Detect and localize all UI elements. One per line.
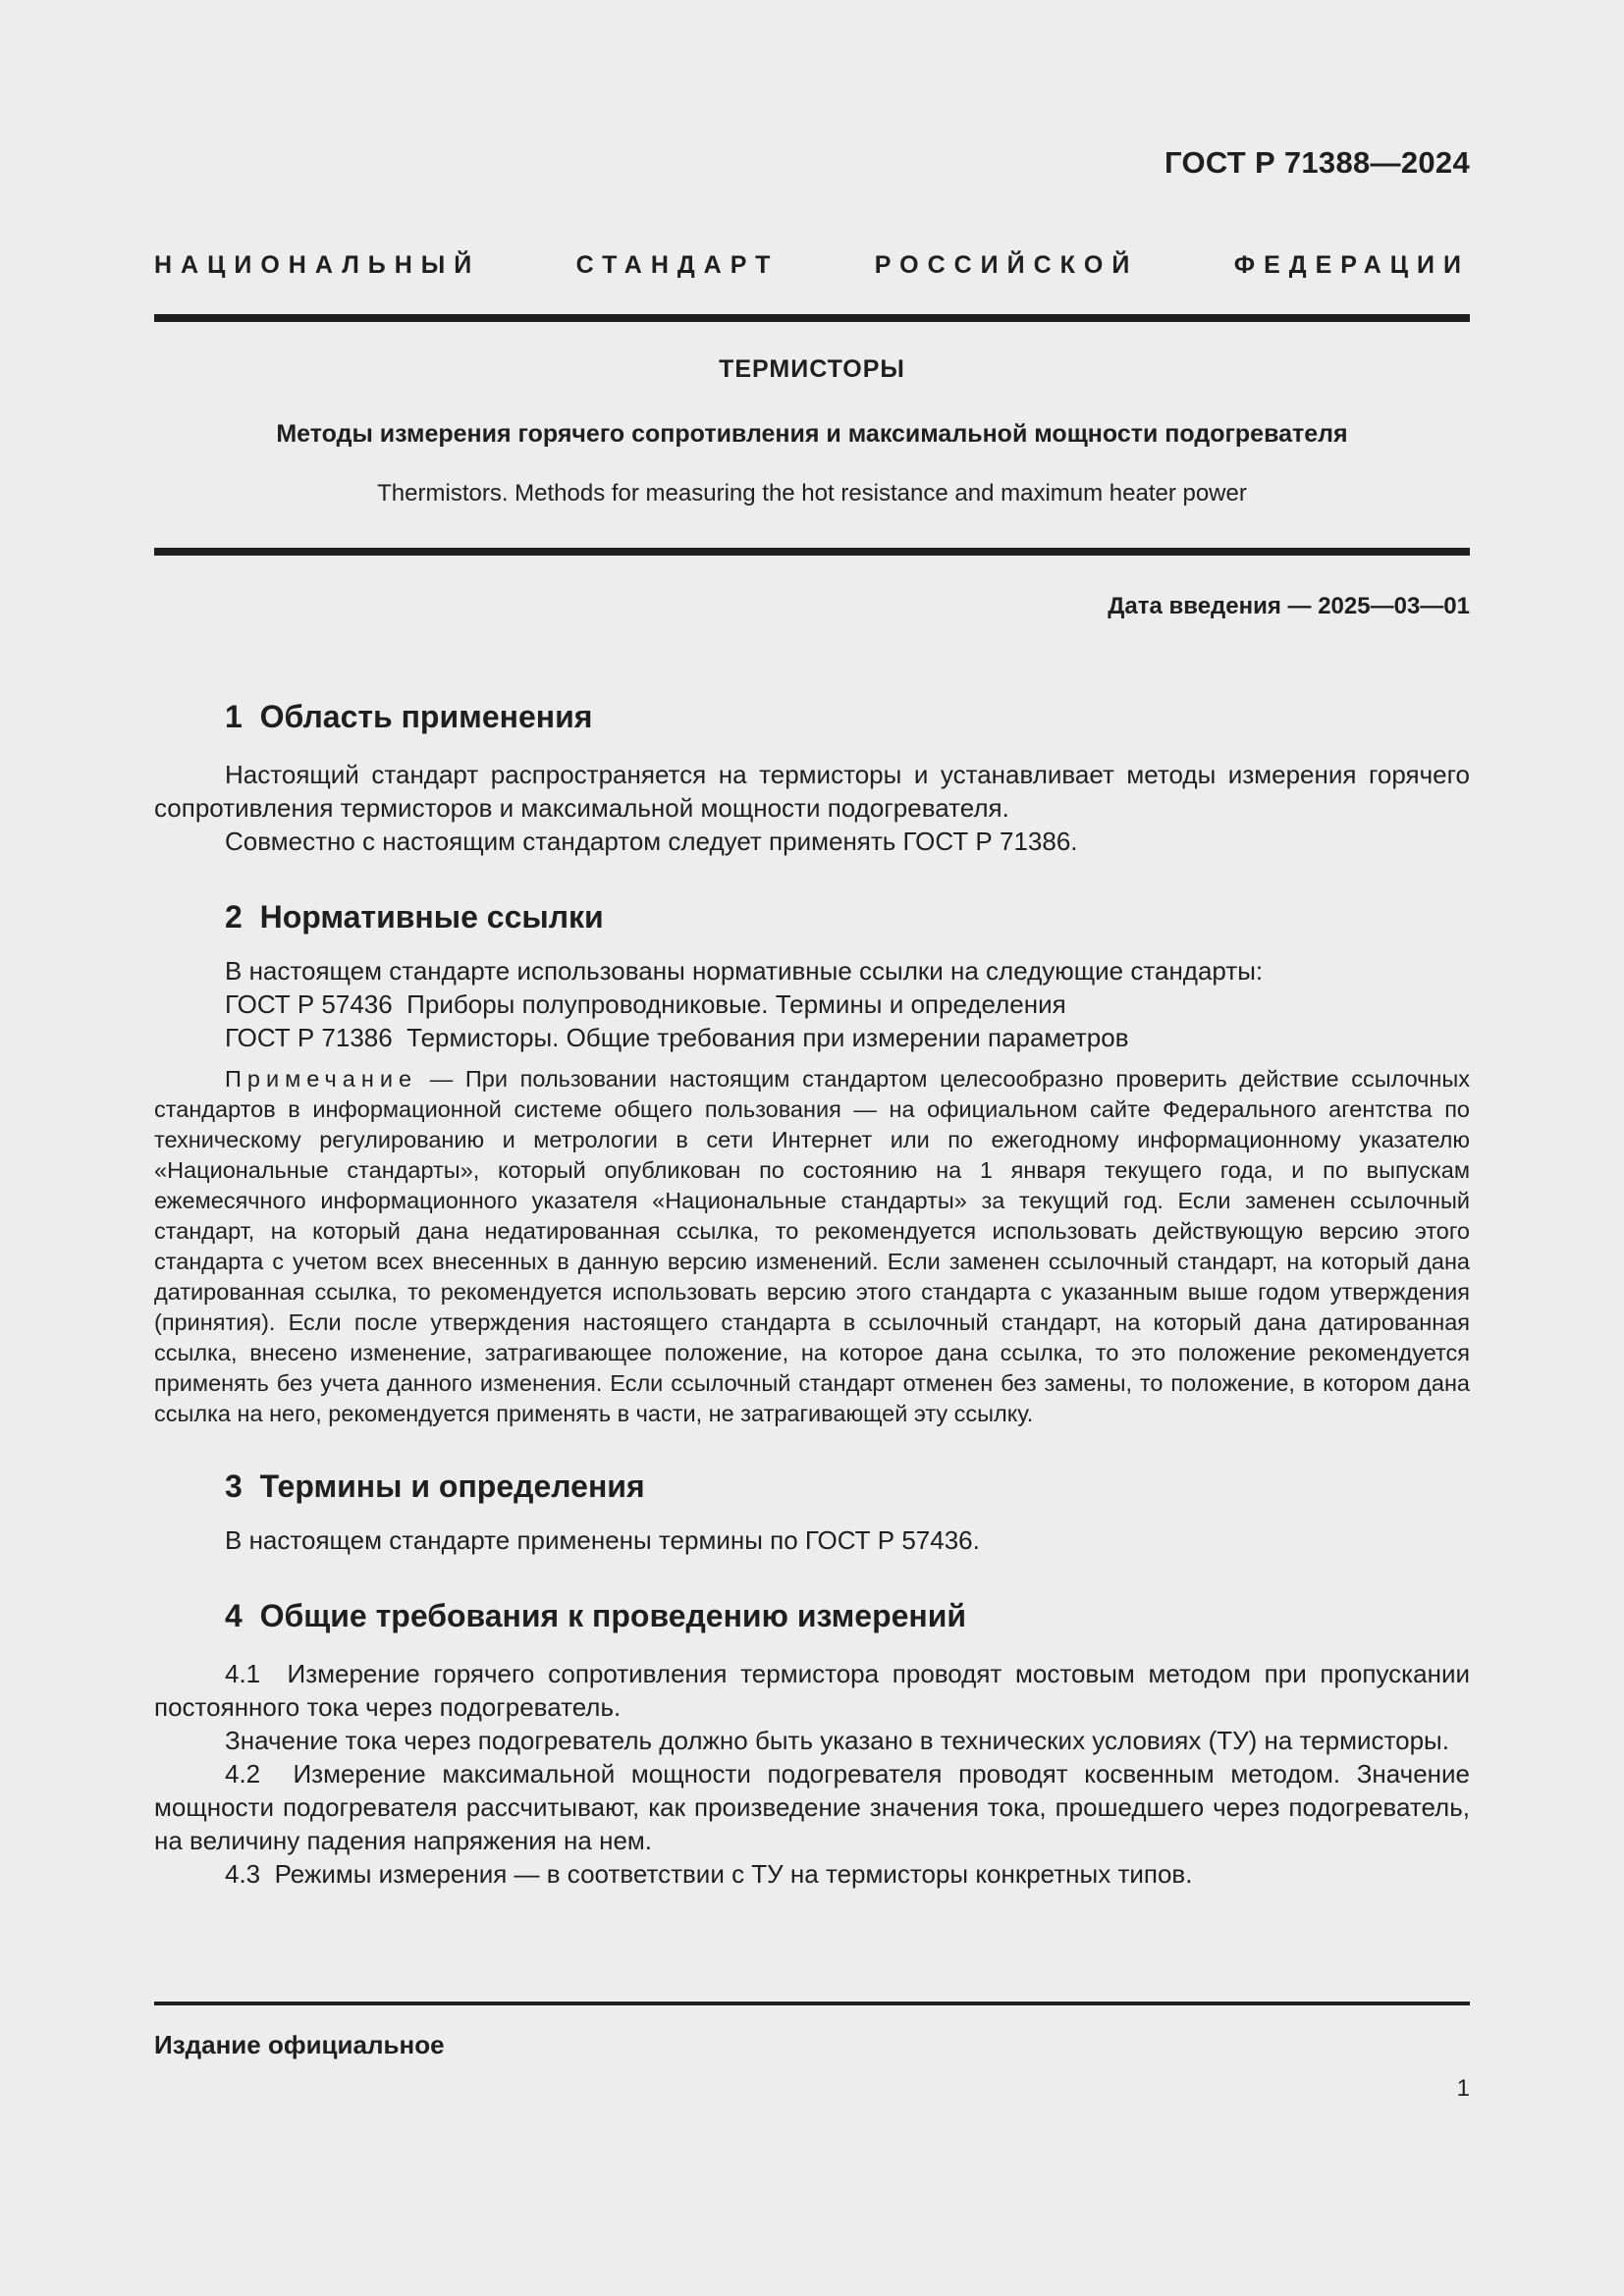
section-1-paragraph-2: Совместно с настоящим стандартом следует применять ГОСТ Р 71386. bbox=[225, 827, 1078, 856]
footer-rule bbox=[154, 2002, 1470, 2005]
note-text: — При пользовании настоящим стандартом целесообразно проверить действие ссылочных стандартов в информационной системе общего пользования — на официальном сайте Федерального агентства по техническому регулированию и метрологии в сети Интернет или по ежегодному информационному указателю «Национальные стандарты», который опубликован по состоянию на 1 января текущего года, и по выпускам ежемесячного информационного указателя «Национальные стандарты» за текущий год. Если заменен ссылочный стандарт, на который дана недатированная ссылка, то рекомендуется использовать действующую версию этого стандарта с учетом всех внесенных в данную версию изменений. Если заменен ссылочный стандарт, на который дана датированная ссылка, то рекомендуется использовать версию этого стандарта с указанным выше годом утверждения (принятия). Если после утверждения настоящего стандарта в ссылочный стандарт, на который дана датированная ссылка, внесено изменение, затрагивающее положение, на которое дана ссылка, то это положение рекомендуется применять без учета данного изменения. Если ссылочный стандарт отменен без замены, то положение, в котором дана ссылка на него, рекомендуется применять в части, не затрагивающей эту ссылку. bbox=[154, 1066, 1470, 1426]
document-subtitle: Методы измерения горячего сопротивления и максимальной мощности подогревателя bbox=[276, 420, 1348, 448]
reference-gost-71386: ГОСТ Р 71386 Термисторы. Общие требования при измерении параметров bbox=[225, 1023, 1129, 1052]
document-body bbox=[154, 697, 1478, 1891]
title-bottom-rule bbox=[154, 548, 1470, 556]
page-number: 1 bbox=[1456, 2075, 1470, 2102]
section-1-heading: 1 Область применения bbox=[225, 699, 593, 734]
section-4-heading: 4 Общие требования к проведению измерений bbox=[225, 1598, 967, 1633]
section-4-3-paragraph: 4.3 Режимы измерения — в соответствии с ТУ на термисторы конкретных типов. bbox=[225, 1859, 1193, 1889]
section-4-1-paragraph-2: Значение тока через подогреватель должно быть указано в технических условиях (ТУ) на термисторы. bbox=[225, 1726, 1449, 1755]
standard-designation: ГОСТ Р 71388—2024 bbox=[1164, 145, 1470, 180]
section-1-paragraph-1: Настоящий стандарт распространяется на термисторы и устанавливает методы измерения горячего сопротивления термисторов и максимальной мощности подогревателя. bbox=[154, 760, 1470, 823]
document-title-english: Thermistors. Methods for measuring the hot resistance and maximum heater power bbox=[377, 480, 1247, 507]
section-3-heading: 3 Термины и определения bbox=[225, 1468, 645, 1504]
document-title: ТЕРМИСТОРЫ bbox=[719, 355, 905, 383]
official-edition-label: Издание официальное bbox=[154, 2030, 445, 2059]
section-4-1-paragraph: 4.1 Измерение горячего сопротивления термистора проводят мостовым методом при пропускании постоянного тока через подогреватель. bbox=[154, 1659, 1478, 1722]
section-2-paragraph-1: В настоящем стандарте использованы нормативные ссылки на следующие стандарты: bbox=[225, 956, 1264, 986]
section-2-heading: 2 Нормативные ссылки bbox=[225, 899, 604, 934]
introduction-date: Дата введения — 2025—03—01 bbox=[1108, 593, 1470, 619]
section-4-2-paragraph: 4.2 Измерение максимальной мощности подогревателя проводят косвенным методом. Значение мощности подогревателя рассчитывают, как произведение значения тока, прошедшего через подогреватель, на величину падения напряжения на нем. bbox=[154, 1759, 1478, 1855]
section-2-note bbox=[154, 1064, 1470, 1429]
section-3-paragraph-1: В настоящем стандарте применены термины по ГОСТ Р 57436. bbox=[225, 1525, 980, 1555]
national-standard-banner: НАЦИОНАЛЬНЫЙ СТАНДАРТ РОССИЙСКОЙ ФЕДЕРАЦИИ bbox=[154, 251, 1470, 279]
note-label: Примечание bbox=[225, 1066, 418, 1092]
reference-gost-57436: ГОСТ Р 57436 Приборы полупроводниковые. Термины и определения bbox=[225, 989, 1066, 1019]
top-rule bbox=[154, 314, 1470, 322]
document-page bbox=[154, 0, 1478, 2296]
